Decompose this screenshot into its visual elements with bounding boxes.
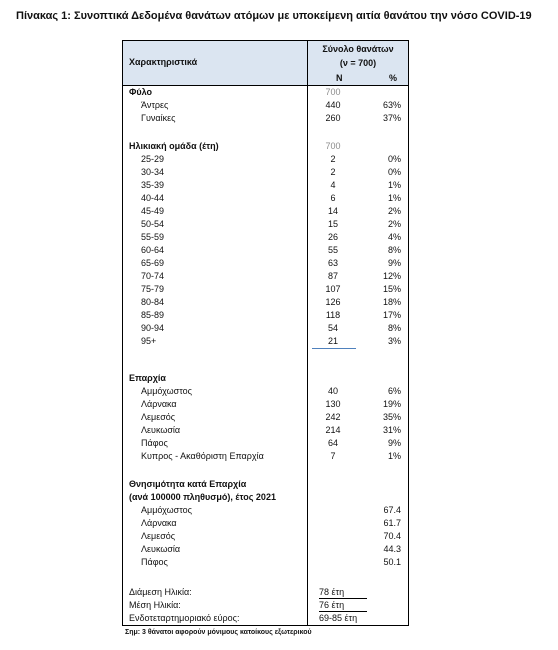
row-n: 260 — [325, 113, 341, 123]
row-pct: 9% — [387, 258, 401, 268]
table-row — [123, 112, 408, 124]
row-pct: 19% — [382, 399, 401, 409]
table-row — [123, 257, 408, 269]
row-n: 130 — [325, 399, 341, 409]
row-n: 21 — [327, 336, 338, 346]
row-label: Λεμεσός — [141, 412, 176, 422]
stat-label: Ενδοτεταρτημοριακό εύρος: — [129, 613, 240, 623]
row-pct: 1% — [387, 180, 401, 190]
header-pct: % — [389, 73, 398, 83]
row-label: 50-54 — [141, 219, 165, 229]
row-label: 40-44 — [141, 193, 165, 203]
table-row — [123, 450, 408, 462]
row-pct: 6% — [387, 386, 401, 396]
row-label: Πάφος — [141, 557, 168, 567]
row-value: 70.4 — [383, 531, 401, 541]
row-value: 61.7 — [383, 518, 401, 528]
row-pct: 18% — [382, 297, 401, 307]
section-mortality — [123, 478, 408, 490]
footnote: Σημ: 3 θάνατοι αφορούν μόνιμους κατοίκους εξωτερικού — [125, 629, 312, 636]
row-n: 54 — [327, 323, 338, 333]
header-characteristics: Χαρακτηριστικά — [129, 57, 198, 67]
row-n: 107 — [325, 284, 341, 294]
table-row — [123, 385, 408, 397]
row-label: Λάρνακα — [141, 399, 177, 409]
section-age-label: Ηλικιακή ομάδα (έτη) — [129, 141, 219, 151]
row-label: 90-94 — [141, 323, 165, 333]
row-n: 64 — [327, 438, 338, 448]
section-mortality-sublabel: (ανά 100000 πληθυσμό), έτος 2021 — [129, 492, 276, 502]
row-label: Αμμόχωστος — [141, 386, 192, 396]
row-n: 26 — [327, 232, 338, 242]
table-row — [123, 231, 408, 243]
row-pct: 0% — [387, 167, 401, 177]
table-row — [123, 411, 408, 423]
row-pct: 37% — [382, 113, 401, 123]
row-pct: 2% — [387, 206, 401, 216]
row-n: 2 — [330, 154, 336, 164]
header-n: N — [336, 73, 343, 83]
table-row — [123, 296, 408, 308]
table-row — [123, 166, 408, 178]
section-age — [123, 140, 408, 152]
row-n: 242 — [325, 412, 341, 422]
row-n: 63 — [327, 258, 338, 268]
row-label: Αμμόχωστος — [141, 505, 192, 515]
table-row — [123, 504, 408, 516]
table-title: Πίνακας 1: Συνοπτικά Δεδομένα θανάτων ατόμων με υποκείμενη αιτία θανάτου την νόσο COVID-19 — [16, 10, 532, 22]
stat-label: Διάμεση Ηλικία: — [129, 587, 192, 597]
table-row — [123, 309, 408, 321]
row-n: 214 — [325, 425, 341, 435]
stat-value: 69-85 έτη — [319, 613, 358, 623]
section-district-label: Επαρχία — [129, 373, 166, 383]
row-label: 45-49 — [141, 206, 165, 216]
stat-value: 76 έτη — [319, 600, 345, 610]
row-pct: 2% — [387, 219, 401, 229]
table-row — [123, 543, 408, 555]
row-pct: 0% — [387, 154, 401, 164]
row-pct: 12% — [382, 271, 401, 281]
row-pct: 63% — [382, 100, 401, 110]
row-value: 50.1 — [383, 557, 401, 567]
table-row — [123, 205, 408, 217]
row-n: 55 — [327, 245, 338, 255]
row-label: 25-29 — [141, 154, 165, 164]
row-pct: 9% — [387, 438, 401, 448]
row-pct: 17% — [382, 310, 401, 320]
row-label: 65-69 — [141, 258, 165, 268]
row-label: 95+ — [141, 336, 157, 346]
row-label: Λάρνακα — [141, 518, 177, 528]
row-n: 15 — [327, 219, 338, 229]
stat-value: 78 έτη — [319, 587, 345, 597]
stat-label: Μέση Ηλικία: — [129, 600, 181, 610]
header-total-deaths: Σύνολο θανάτων — [322, 44, 394, 54]
stat-row — [123, 599, 408, 611]
table-row — [123, 335, 408, 347]
row-n: 7 — [330, 451, 336, 461]
row-pct: 15% — [382, 284, 401, 294]
table-row — [123, 179, 408, 191]
row-label: 85-89 — [141, 310, 165, 320]
row-label: Άντρες — [141, 100, 169, 110]
section-sex-label: Φύλο — [129, 87, 153, 97]
row-label: 35-39 — [141, 180, 165, 190]
row-n: 14 — [327, 206, 338, 216]
row-value: 67.4 — [383, 505, 401, 515]
section-mortality-sub — [123, 491, 408, 503]
row-pct: 1% — [387, 451, 401, 461]
row-label: Γυναίκες — [141, 113, 176, 123]
row-n: 126 — [325, 297, 341, 307]
row-pct: 3% — [387, 336, 401, 346]
row-pct: 4% — [387, 232, 401, 242]
section-mortality-label: Θνησιμότητα κατά Επαρχία — [129, 479, 247, 489]
table-header — [123, 41, 408, 86]
section-age-total: 700 — [325, 141, 341, 151]
row-value: 44.3 — [383, 544, 401, 554]
row-label: 70-74 — [141, 271, 165, 281]
summary-table — [122, 40, 409, 626]
table-row — [123, 322, 408, 334]
row-label: 30-34 — [141, 167, 165, 177]
row-label: 75-79 — [141, 284, 165, 294]
table-row — [123, 424, 408, 436]
section-district — [123, 372, 408, 384]
row-label: Λεμεσός — [141, 531, 176, 541]
row-pct: 1% — [387, 193, 401, 203]
table-row — [123, 244, 408, 256]
row-label: 55-59 — [141, 232, 165, 242]
section-sex-total: 700 — [325, 87, 341, 97]
table-row — [123, 99, 408, 111]
row-label: Λευκωσία — [141, 425, 181, 435]
row-n: 2 — [330, 167, 336, 177]
row-pct: 31% — [382, 425, 401, 435]
row-pct: 35% — [382, 412, 401, 422]
row-pct: 8% — [387, 323, 401, 333]
row-n: 87 — [327, 271, 338, 281]
header-total-count: (ν = 700) — [339, 58, 377, 68]
row-n: 6 — [330, 193, 336, 203]
row-n: 440 — [325, 100, 341, 110]
stat-row — [123, 586, 408, 598]
row-label: Πάφος — [141, 438, 168, 448]
table-row — [123, 437, 408, 449]
table-row — [123, 270, 408, 282]
row-n: 40 — [327, 386, 338, 396]
table-row — [123, 517, 408, 529]
row-label: 60-64 — [141, 245, 165, 255]
row-pct: 8% — [387, 245, 401, 255]
row-label: 80-84 — [141, 297, 165, 307]
stat-row — [123, 612, 408, 624]
section-sex — [123, 86, 408, 98]
table-row — [123, 153, 408, 165]
table-row — [123, 192, 408, 204]
table-row — [123, 556, 408, 568]
table-row — [123, 530, 408, 542]
row-label: Κυπρος - Ακαθόριστη Επαρχία — [141, 451, 264, 461]
age-underline — [312, 348, 356, 349]
table-row — [123, 283, 408, 295]
row-n: 118 — [325, 310, 341, 320]
table-row — [123, 398, 408, 410]
row-label: Λευκωσία — [141, 544, 181, 554]
row-n: 4 — [330, 180, 336, 190]
table-row — [123, 218, 408, 230]
